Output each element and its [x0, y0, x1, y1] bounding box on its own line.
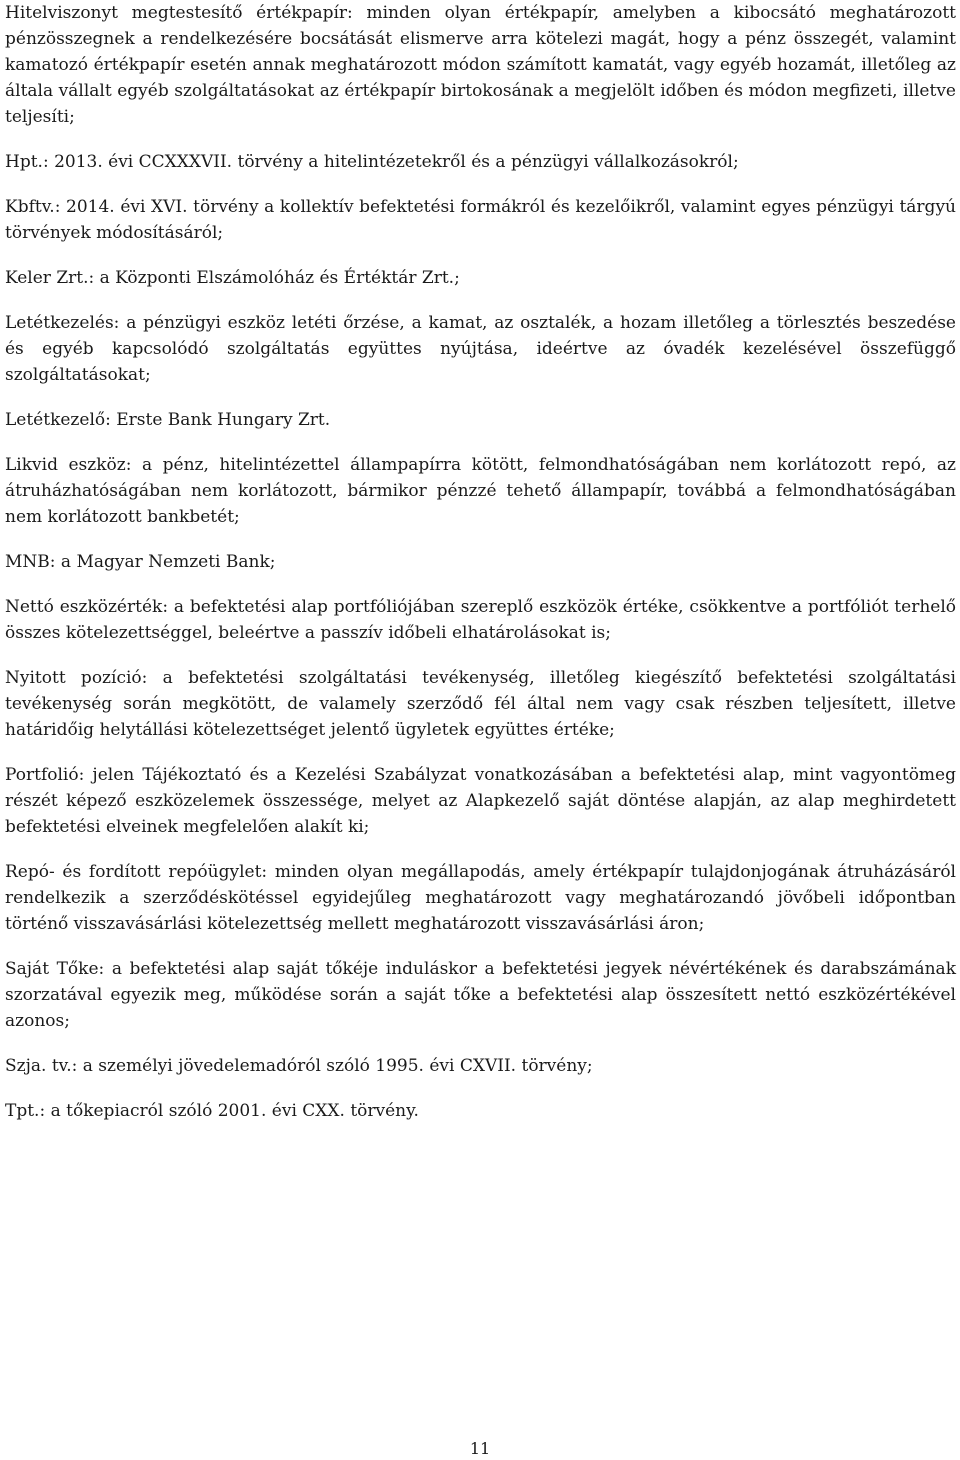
definition-hitelviszonyt: Hitelviszonyt megtestesítő értékpapír: minden olyan értékpapír, amelyben a kibocsátó meghatározott pénzösszegnek a rendelkezésére bocsátását elismerve arra kötelezi magát, hogy a pénz összegét, valamint kamatozó értékpapír esetén annak meghatározott módon számított kamatát, vagy egyéb hozamát, illetőleg az általa vállalt egyéb szolgáltatásokat az értékpapír birtokosának a megjelölt időben és módon megfizeti, illetve teljesíti; — [5, 3, 956, 127]
document-body — [5, 0, 956, 1143]
definition-letetkezeles: Letétkezelés: a pénzügyi eszköz letéti őrzése, a kamat, az osztalék, a hozam illetőleg a törlesztés beszedése és egyéb kapcsolódó szolgáltatás együttes nyújtása, ideértve az óvadék kezelésével összefüggő szolgáltatásokat; — [5, 313, 956, 385]
definition-portfolio: Portfolió: jelen Tájékoztató és a Kezelési Szabályzat vonatkozásában a befektetési alap, mint vagyontömeg részét képező eszközelemek összessége, melyet az Alapkezelő saját döntése alapján, az alap meghirdetett befektetési elveinek megfelelően alakít ki; — [5, 765, 956, 837]
definition-netto-eszkozertek: Nettó eszközérték: a befektetési alap portfóliójában szereplő eszközök értéke, csökkentve a portfóliót terhelő összes kötelezettséggel, beleértve a passzív időbeli elhatárolásokat is; — [5, 597, 956, 643]
definition-kbftv: Kbftv.: 2014. évi XVI. törvény a kollektív befektetési formákról és kezelőikről, valamint egyes pénzügyi tárgyú törvények módosításáról; — [5, 197, 956, 243]
definition-sajat-toke: Saját Tőke: a befektetési alap saját tőkéje induláskor a befektetési jegyek névértékének és darabszámának szorzatával egyezik meg, működése során a saját tőke a befektetési alap összesített nettó eszközértékével azonos; — [5, 959, 956, 1031]
page-number: 11 — [469, 1439, 491, 1458]
definition-hpt: Hpt.: 2013. évi CCXXXVII. törvény a hitelintézetekről és a pénzügyi vállalkozásokról; — [5, 152, 739, 172]
definition-nyitott-pozicio: Nyitott pozíció: a befektetési szolgáltatási tevékenység, illetőleg kiegészítő befektetési szolgáltatási tevékenység során megkötött, de valamely szerződő fél által nem vagy csak részben teljesített, illetve határidőig helytállási kötelezettséget jelentő ügyletek együttes értéke; — [5, 668, 956, 740]
definition-keler: Keler Zrt.: a Központi Elszámolóház és Értéktár Zrt.; — [5, 268, 460, 288]
definition-mnb: MNB: a Magyar Nemzeti Bank; — [5, 552, 276, 572]
definition-repo: Repó- és fordított repóügylet: minden olyan megállapodás, amely értékpapír tulajdonjogának átruházásáról rendelkezik a szerződéskötéssel egyidejűleg meghatározott vagy meghatározandó jövőbeli időpontban történő visszavásárlási kötelezettség mellett meghatározott visszavásárlási áron; — [5, 862, 956, 934]
definition-letetkezelo: Letétkezelő: Erste Bank Hungary Zrt. — [5, 410, 331, 430]
definition-likvid-eszkoz: Likvid eszköz: a pénz, hitelintézettel állampapírra kötött, felmondhatóságában nem korlátozott repó, az átruházhatóságában nem korlátozott, bármikor pénzzé tehető állampapír, továbbá a felmondhatóságában nem korlátozott bankbetét; — [5, 455, 956, 527]
definition-szja: Szja. tv.: a személyi jövedelemadóról szóló 1995. évi CXVII. törvény; — [5, 1056, 593, 1076]
definition-tpt: Tpt.: a tőkepiacról szóló 2001. évi CXX. törvény. — [5, 1101, 419, 1121]
